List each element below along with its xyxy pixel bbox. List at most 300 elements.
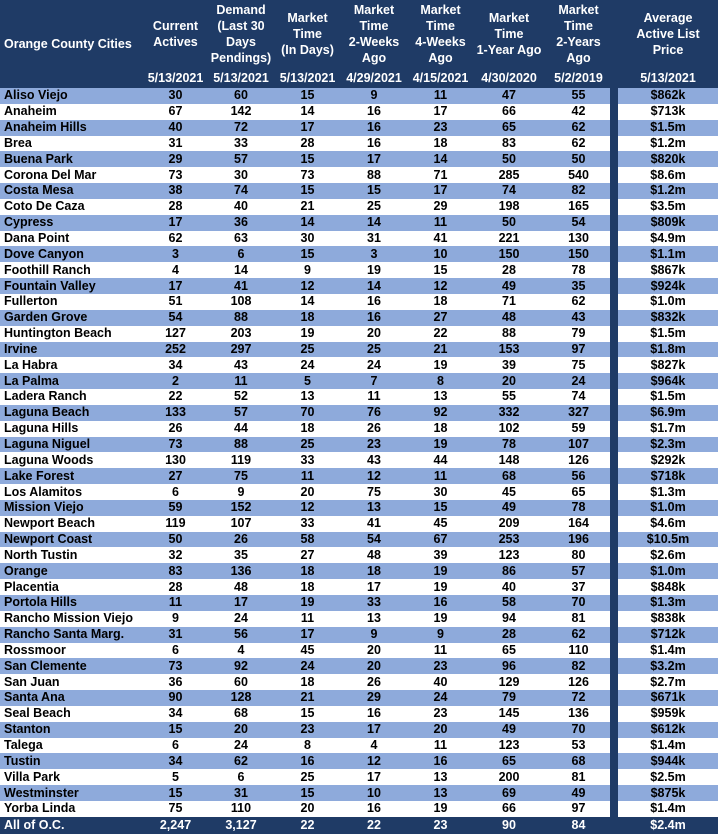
avg-price-cell: $820k [618,151,718,167]
column-divider [610,357,618,373]
value-cell: 31 [338,231,410,247]
value-cell: 11 [277,611,338,627]
table-row [0,547,718,563]
value-cell: 108 [205,294,277,310]
value-cell: 14 [277,294,338,310]
column-divider [610,547,618,563]
value-cell: 253 [471,532,547,548]
value-cell: 27 [410,310,471,326]
value-cell: 18 [410,421,471,437]
table-row [0,167,718,183]
column-date-demand-pendings: 5/13/2021 [205,68,277,88]
avg-price-cell: $4.6m [618,516,718,532]
value-cell: 22 [410,326,471,342]
column-divider [610,722,618,738]
value-cell: 20 [338,658,410,674]
city-name-cell: Newport Coast [0,532,146,548]
total-label: All of O.C. [0,817,146,834]
column-divider [610,579,618,595]
value-cell: 70 [547,722,610,738]
value-cell: 66 [471,801,547,817]
city-name-cell: Laguna Hills [0,421,146,437]
value-cell: 62 [547,136,610,152]
value-cell: 152 [205,500,277,516]
value-cell: 15 [277,183,338,199]
value-cell: 73 [277,167,338,183]
column-divider [610,532,618,548]
value-cell: 73 [146,167,205,183]
table-row [0,262,718,278]
value-cell: 12 [277,278,338,294]
total-value-cell: 22 [338,817,410,834]
city-name-cell: Huntington Beach [0,326,146,342]
value-cell: 6 [146,484,205,500]
table-footer [0,817,718,834]
table-row [0,753,718,769]
column-header-market-time-2wk: Market Time 2-Weeks Ago [338,0,410,68]
city-name-cell: Anaheim Hills [0,120,146,136]
value-cell: 42 [547,104,610,120]
table-row [0,500,718,516]
value-cell: 15 [277,785,338,801]
value-cell: 63 [205,231,277,247]
avg-price-cell: $1.2m [618,183,718,199]
value-cell: 48 [471,310,547,326]
value-cell: 6 [205,246,277,262]
city-name-cell: Fullerton [0,294,146,310]
value-cell: 73 [146,658,205,674]
city-name-cell: Rancho Mission Viejo [0,611,146,627]
column-divider [610,769,618,785]
table-row [0,738,718,754]
column-divider [610,738,618,754]
value-cell: 29 [410,199,471,215]
value-cell: 15 [146,722,205,738]
avg-price-cell: $1.5m [618,389,718,405]
table-row [0,722,718,738]
value-cell: 62 [547,627,610,643]
value-cell: 20 [277,484,338,500]
table-row [0,643,718,659]
value-cell: 65 [471,643,547,659]
value-cell: 15 [146,785,205,801]
table-row [0,120,718,136]
value-cell: 11 [338,389,410,405]
value-cell: 88 [205,310,277,326]
value-cell: 11 [146,595,205,611]
value-cell: 13 [410,769,471,785]
column-date-market-time-4wk: 4/15/2021 [410,68,471,88]
table-row [0,452,718,468]
value-cell: 540 [547,167,610,183]
value-cell: 56 [547,468,610,484]
value-cell: 33 [277,516,338,532]
table-row [0,231,718,247]
value-cell: 53 [547,738,610,754]
column-divider [610,437,618,453]
table-row [0,421,718,437]
value-cell: 32 [146,547,205,563]
value-cell: 18 [277,674,338,690]
value-cell: 19 [338,262,410,278]
value-cell: 21 [410,342,471,358]
column-divider [610,611,618,627]
value-cell: 11 [205,373,277,389]
value-cell: 20 [338,643,410,659]
avg-price-cell: $1.4m [618,801,718,817]
value-cell: 145 [471,706,547,722]
city-name-cell: Orange [0,563,146,579]
value-cell: 14 [205,262,277,278]
avg-price-cell: $827k [618,357,718,373]
avg-price-cell: $2.7m [618,674,718,690]
value-cell: 5 [146,769,205,785]
avg-price-cell: $1.7m [618,421,718,437]
value-cell: 18 [277,579,338,595]
value-cell: 60 [205,88,277,104]
total-row [0,817,718,834]
value-cell: 49 [547,785,610,801]
city-name-cell: Westminster [0,785,146,801]
value-cell: 15 [410,500,471,516]
value-cell: 28 [471,627,547,643]
column-date-market-time-now: 5/13/2021 [277,68,338,88]
value-cell: 55 [547,88,610,104]
city-name-cell: Irvine [0,342,146,358]
value-cell: 49 [471,722,547,738]
table-row [0,278,718,294]
value-cell: 83 [146,563,205,579]
table-row [0,357,718,373]
value-cell: 20 [277,801,338,817]
value-cell: 221 [471,231,547,247]
value-cell: 60 [205,674,277,690]
column-divider [610,294,618,310]
value-cell: 57 [205,151,277,167]
value-cell: 76 [338,405,410,421]
value-cell: 17 [146,278,205,294]
avg-price-cell: $8.6m [618,167,718,183]
avg-price-cell: $1.0m [618,294,718,310]
column-divider [610,262,618,278]
value-cell: 13 [410,785,471,801]
table-row [0,294,718,310]
value-cell: 3 [338,246,410,262]
value-cell: 21 [277,199,338,215]
avg-price-cell: $4.9m [618,231,718,247]
table-row [0,215,718,231]
table-row [0,183,718,199]
table-row [0,532,718,548]
avg-price-cell: $1.3m [618,595,718,611]
value-cell: 17 [146,215,205,231]
table-row [0,690,718,706]
table-row [0,468,718,484]
column-divider [610,452,618,468]
value-cell: 198 [471,199,547,215]
value-cell: 129 [471,674,547,690]
value-cell: 78 [471,437,547,453]
value-cell: 57 [547,563,610,579]
value-cell: 31 [146,136,205,152]
column-divider [610,310,618,326]
value-cell: 200 [471,769,547,785]
column-divider [610,215,618,231]
city-name-cell: Los Alamitos [0,484,146,500]
avg-price-cell: $838k [618,611,718,627]
column-divider [610,468,618,484]
value-cell: 62 [547,120,610,136]
value-cell: 23 [410,658,471,674]
city-name-cell: Stanton [0,722,146,738]
value-cell: 119 [205,452,277,468]
value-cell: 97 [547,342,610,358]
value-cell: 130 [547,231,610,247]
value-cell: 11 [410,738,471,754]
value-cell: 123 [471,738,547,754]
value-cell: 56 [205,627,277,643]
city-name-cell: Newport Beach [0,516,146,532]
value-cell: 50 [471,151,547,167]
value-cell: 54 [547,215,610,231]
total-value-cell: 23 [410,817,471,834]
avg-price-cell: $292k [618,452,718,468]
value-cell: 24 [277,658,338,674]
city-name-cell: Garden Grove [0,310,146,326]
value-cell: 17 [410,104,471,120]
avg-price-cell: $848k [618,579,718,595]
value-cell: 9 [277,262,338,278]
value-cell: 45 [277,643,338,659]
value-cell: 16 [338,104,410,120]
value-cell: 74 [547,389,610,405]
value-cell: 24 [410,690,471,706]
value-cell: 17 [410,183,471,199]
value-cell: 41 [338,516,410,532]
avg-price-cell: $1.0m [618,500,718,516]
value-cell: 44 [205,421,277,437]
value-cell: 4 [338,738,410,754]
value-cell: 62 [146,231,205,247]
table-row [0,579,718,595]
value-cell: 38 [146,183,205,199]
column-header-demand-pendings: Demand (Last 30 Days Pendings) [205,0,277,68]
city-name-cell: Laguna Beach [0,405,146,421]
value-cell: 72 [547,690,610,706]
value-cell: 13 [338,500,410,516]
value-cell: 36 [205,215,277,231]
value-cell: 25 [338,199,410,215]
column-divider [610,484,618,500]
avg-price-cell: $832k [618,310,718,326]
table-row [0,611,718,627]
value-cell: 23 [410,120,471,136]
city-name-cell: San Clemente [0,658,146,674]
column-divider [610,199,618,215]
value-cell: 83 [471,136,547,152]
value-cell: 110 [547,643,610,659]
value-cell: 28 [146,199,205,215]
value-cell: 43 [205,357,277,373]
value-cell: 12 [410,278,471,294]
value-cell: 23 [277,722,338,738]
column-divider [610,690,618,706]
column-divider [610,817,618,834]
value-cell: 25 [277,437,338,453]
city-name-cell: Aliso Viejo [0,88,146,104]
column-date-market-time-2wk: 4/29/2021 [338,68,410,88]
value-cell: 165 [547,199,610,215]
value-cell: 17 [338,722,410,738]
value-cell: 24 [547,373,610,389]
value-cell: 14 [338,278,410,294]
value-cell: 153 [471,342,547,358]
table-row [0,658,718,674]
value-cell: 33 [205,136,277,152]
value-cell: 75 [146,801,205,817]
value-cell: 54 [338,532,410,548]
city-name-cell: Cypress [0,215,146,231]
total-value-cell: $2.4m [618,817,718,834]
value-cell: 11 [277,468,338,484]
value-cell: 128 [205,690,277,706]
value-cell: 49 [471,278,547,294]
column-header-market-time-now: Market Time (In Days) [277,0,338,68]
city-name-cell: Mission Viejo [0,500,146,516]
avg-price-cell: $1.1m [618,246,718,262]
value-cell: 11 [410,468,471,484]
city-name-cell: Santa Ana [0,690,146,706]
table-row [0,801,718,817]
column-header-city: Orange County Cities [0,0,146,88]
value-cell: 54 [146,310,205,326]
value-cell: 327 [547,405,610,421]
city-name-cell: Portola Hills [0,595,146,611]
table-row [0,595,718,611]
value-cell: 17 [277,627,338,643]
value-cell: 9 [205,484,277,500]
column-date-avg-list-price: 5/13/2021 [618,68,718,88]
value-cell: 35 [205,547,277,563]
value-cell: 30 [277,231,338,247]
table-row [0,484,718,500]
table-row [0,310,718,326]
value-cell: 41 [205,278,277,294]
column-header-market-time-1yr: Market Time 1-Year Ago [471,0,547,68]
column-divider [610,246,618,262]
value-cell: 79 [547,326,610,342]
column-divider [610,389,618,405]
value-cell: 110 [205,801,277,817]
value-cell: 25 [338,342,410,358]
value-cell: 58 [277,532,338,548]
value-cell: 6 [146,643,205,659]
column-divider [610,563,618,579]
value-cell: 71 [410,167,471,183]
value-cell: 126 [547,452,610,468]
city-name-cell: Foothill Ranch [0,262,146,278]
value-cell: 18 [277,421,338,437]
column-divider [610,183,618,199]
value-cell: 150 [547,246,610,262]
column-divider [610,373,618,389]
column-divider [610,326,618,342]
avg-price-cell: $964k [618,373,718,389]
value-cell: 79 [471,690,547,706]
value-cell: 209 [471,516,547,532]
value-cell: 332 [471,405,547,421]
value-cell: 27 [277,547,338,563]
city-name-cell: Laguna Niguel [0,437,146,453]
value-cell: 74 [471,183,547,199]
value-cell: 18 [410,136,471,152]
value-cell: 26 [338,674,410,690]
city-name-cell: Costa Mesa [0,183,146,199]
value-cell: 44 [410,452,471,468]
value-cell: 19 [410,563,471,579]
column-divider [610,278,618,294]
table-row [0,627,718,643]
value-cell: 34 [146,357,205,373]
value-cell: 3 [146,246,205,262]
value-cell: 11 [410,88,471,104]
value-cell: 25 [277,769,338,785]
value-cell: 142 [205,104,277,120]
value-cell: 2 [146,373,205,389]
avg-price-cell: $924k [618,278,718,294]
value-cell: 59 [146,500,205,516]
value-cell: 81 [547,611,610,627]
value-cell: 92 [410,405,471,421]
value-cell: 9 [338,627,410,643]
avg-price-cell: $944k [618,753,718,769]
city-name-cell: Talega [0,738,146,754]
table-row [0,389,718,405]
city-name-cell: Rancho Santa Marg. [0,627,146,643]
value-cell: 62 [547,294,610,310]
value-cell: 18 [410,294,471,310]
value-cell: 80 [547,547,610,563]
value-cell: 78 [547,500,610,516]
value-cell: 45 [471,484,547,500]
table-row [0,88,718,104]
value-cell: 196 [547,532,610,548]
value-cell: 24 [338,357,410,373]
column-divider [610,405,618,421]
value-cell: 36 [146,674,205,690]
value-cell: 10 [338,785,410,801]
value-cell: 51 [146,294,205,310]
avg-price-cell: $1.4m [618,643,718,659]
value-cell: 16 [338,294,410,310]
value-cell: 57 [205,405,277,421]
value-cell: 15 [410,262,471,278]
city-name-cell: Ladera Ranch [0,389,146,405]
total-value-cell: 2,247 [146,817,205,834]
column-divider [610,231,618,247]
value-cell: 203 [205,326,277,342]
value-cell: 72 [205,120,277,136]
avg-price-cell: $1.8m [618,342,718,358]
value-cell: 29 [338,690,410,706]
value-cell: 16 [338,120,410,136]
value-cell: 6 [146,738,205,754]
value-cell: 17 [277,120,338,136]
column-divider [610,658,618,674]
value-cell: 27 [146,468,205,484]
value-cell: 13 [277,389,338,405]
value-cell: 4 [146,262,205,278]
